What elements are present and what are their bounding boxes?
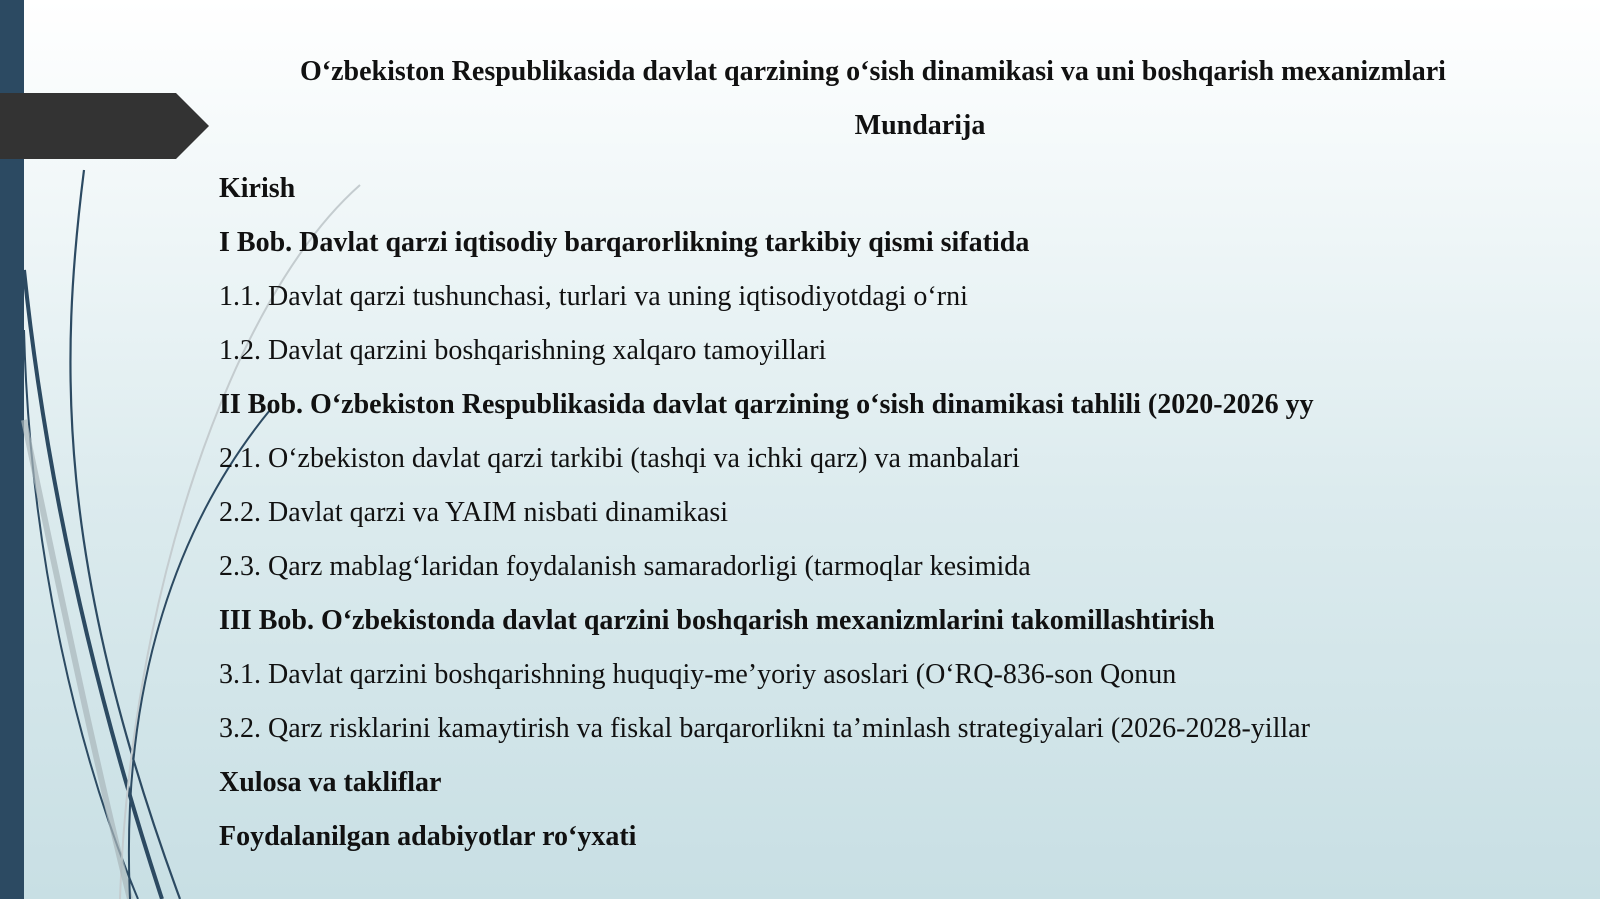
toc-item-section-2-1: 2.1. O‘zbekiston davlat qarzi tarkibi (tashqi va ichki qarz) va manbalari (219, 443, 1020, 474)
toc-item-section-2-3: 2.3. Qarz mablag‘laridan foydalanish samaradorligi (tarmoqlar kesimida (219, 551, 1031, 582)
toc-item-references: Foydalanilgan adabiyotlar ro‘yxati (219, 821, 637, 852)
toc-item-chapter-2: II Bob. O‘zbekiston Respublikasida davlat qarzining o‘sish dinamikasi tahlili (2020-2026 yy (219, 389, 1314, 420)
toc-item-conclusion: Xulosa va takliflar (219, 767, 442, 798)
toc-item-introduction: Kirish (219, 173, 296, 204)
toc-item-section-1-1: 1.1. Davlat qarzi tushunchasi, turlari va uning iqtisodiyotdagi o‘rni (219, 281, 968, 312)
toc-item-section-1-2: 1.2. Davlat qarzini boshqarishning xalqaro tamoyillari (219, 335, 827, 366)
toc-item-section-2-2: 2.2. Davlat qarzi va YAIM nisbati dinamikasi (219, 497, 729, 528)
slide-title: O‘zbekiston Respublikasida davlat qarzining o‘sish dinamikasi va uni boshqarish mexanizmlari (300, 56, 1446, 87)
toc-item-section-3-1: 3.1. Davlat qarzini boshqarishning huquqiy-me’yoriy asoslari (O‘RQ-836-son Qonun (219, 659, 1177, 690)
slide-subtitle: Mundarija (854, 110, 986, 141)
arrow-banner (0, 93, 210, 159)
table-of-contents (219, 162, 1589, 864)
toc-item-chapter-3: III Bob. O‘zbekistonda davlat qarzini boshqarish mexanizmlarini takomillashtirish (219, 605, 1215, 636)
toc-item-chapter-1: I Bob. Davlat qarzi iqtisodiy barqarorlikning tarkibiy qismi sifatida (219, 227, 1030, 258)
toc-item-section-3-2: 3.2. Qarz risklarini kamaytirish va fiskal barqarorlikni ta’minlash strategiyalari (2026-2028-yillar (219, 713, 1310, 744)
